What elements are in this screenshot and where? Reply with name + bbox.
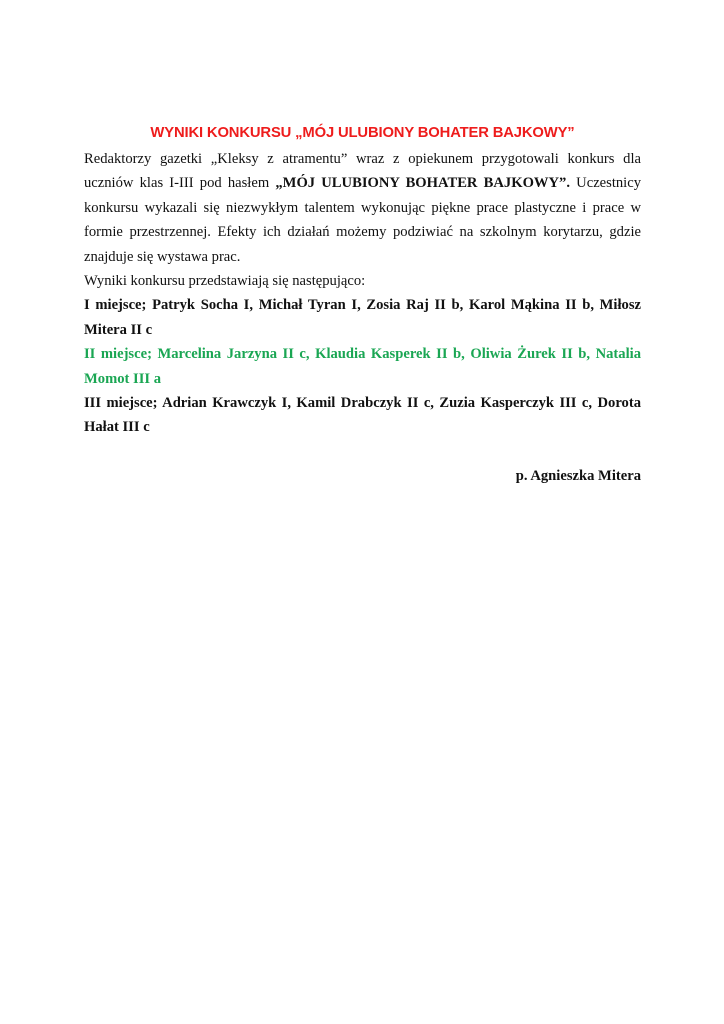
results-intro: Wyniki konkursu przedstawiają się następująco:	[84, 273, 366, 290]
first-place: I miejsce; Patryk Socha I, Michał Tyran I, Zosia Raj II b, Karol Mąkina II b, Miłosz Mitera II c	[84, 297, 641, 338]
intro-text-start: Redaktorzy gazetki „Kleksy z atramentu” wraz z opiekunem przygotowali konkurs dla uczniów klas I-III pod hasłem	[84, 151, 641, 192]
intro-paragraph	[84, 147, 641, 269]
document-page	[84, 120, 641, 489]
second-place: II miejsce; Marcelina Jarzyna II c, Klaudia Kasperek II b, Oliwia Żurek II b, Natalia Momot III a	[84, 346, 641, 387]
signature: p. Agnieszka Mitera	[515, 468, 641, 485]
intro-emphasis: „MÓJ ULUBIONY BOHATER BAJKOWY”.	[275, 175, 570, 192]
third-place: III miejsce; Adrian Krawczyk I, Kamil Drabczyk II c, Zuzia Kasperczyk III c, Dorota Hałat III c	[84, 395, 641, 436]
intro-text-end: Uczestnicy konkursu wykazali się niezwykłym talentem wykonując piękne prace plastyczne i prace w formie przestrzennej. Efekty ich działań możemy podziwiać na szkolnym korytarzu, gdzie znajduje się wystawa prac.	[84, 175, 642, 265]
document-title: WYNIKI KONKURSU „MÓJ ULUBIONY BOHATER BAJKOWY”	[150, 125, 575, 141]
